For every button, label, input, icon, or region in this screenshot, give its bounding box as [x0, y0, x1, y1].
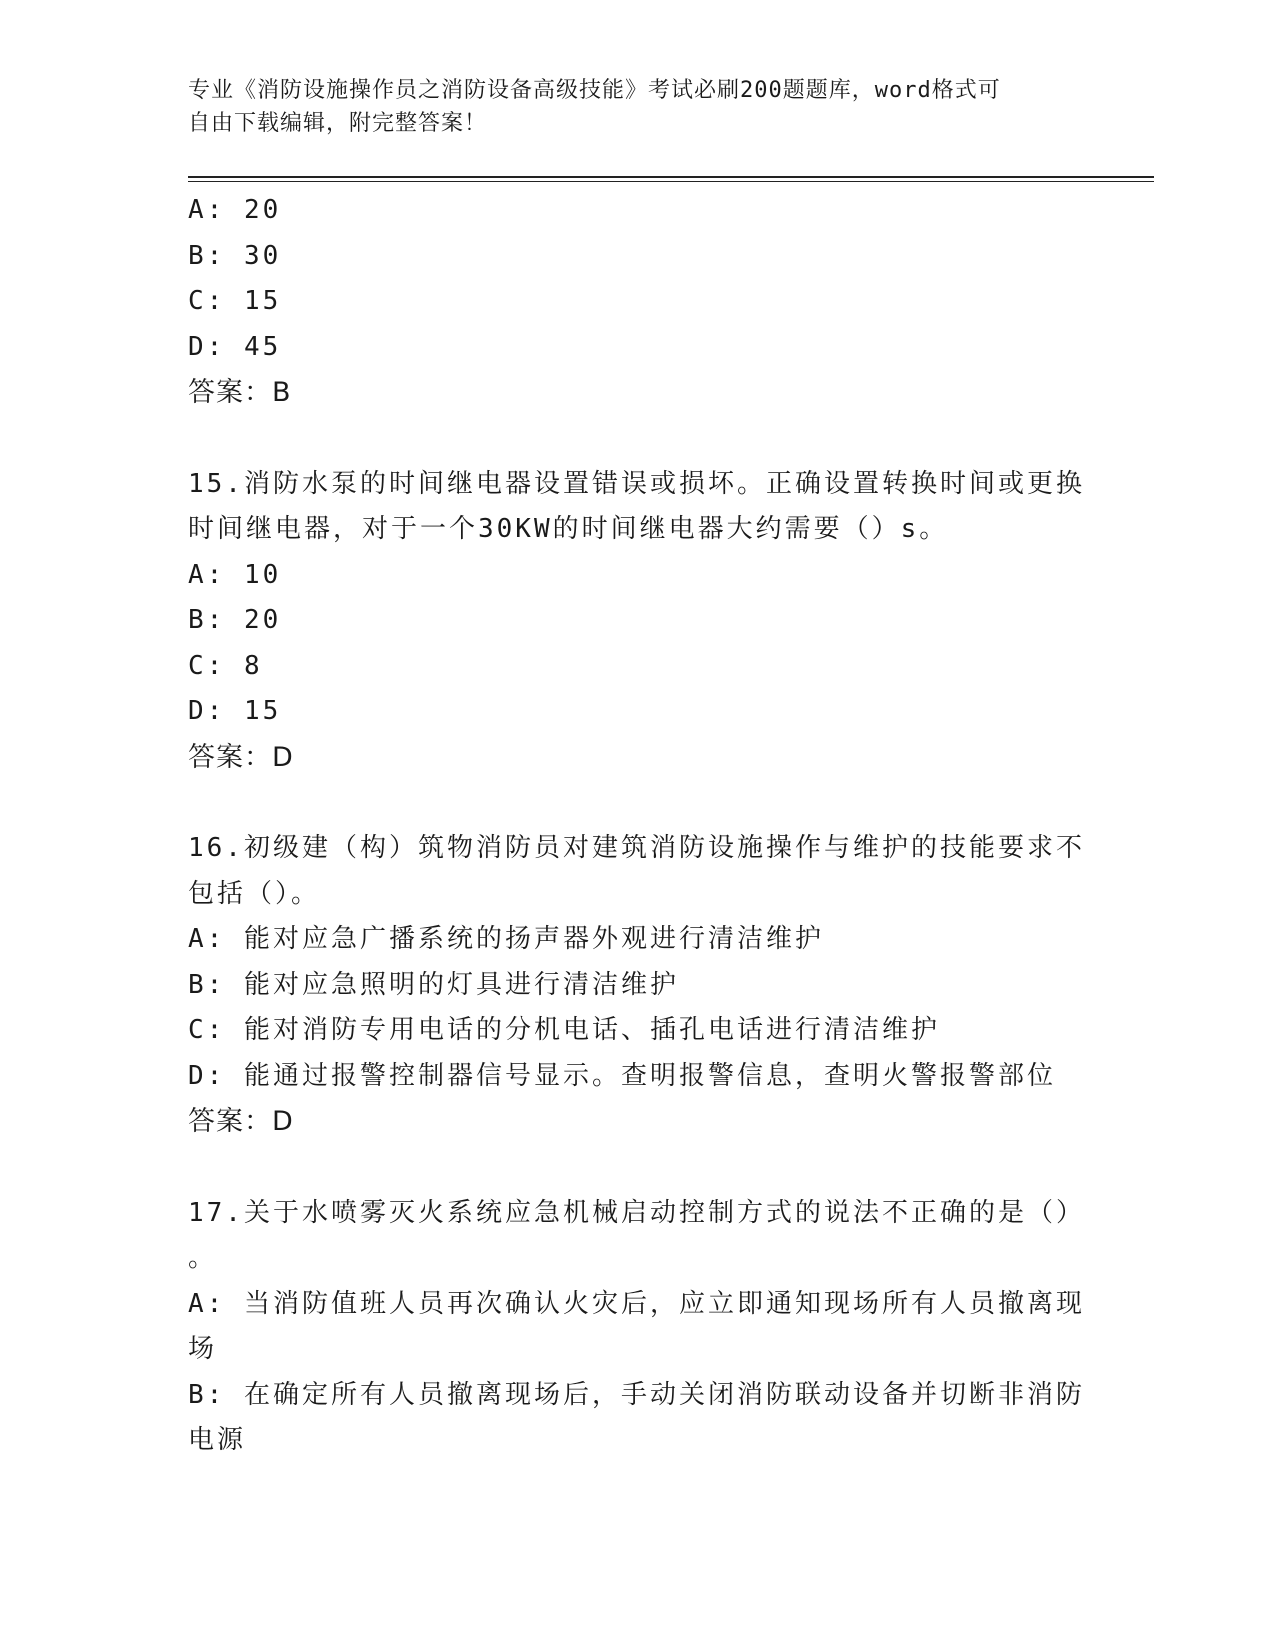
spacer [188, 780, 1088, 826]
q15-stem-line-1: 15.消防水泵的时间继电器设置错误或损坏。正确设置转换时间或更换 [188, 468, 1085, 499]
q16-option-c: C: 能对消防专用电话的分机电话、插孔电话进行清洁维护 [188, 1015, 940, 1045]
question-15-block [188, 462, 1088, 781]
q16-option-d: D: 能通过报警控制器信号显示。查明报警信息，查明火警报警部位 [188, 1060, 1056, 1091]
q16-option-a: A: 能对应急广播系统的扬声器外观进行清洁维护 [188, 924, 824, 954]
q14-option-d: D: 45 [188, 331, 282, 362]
q16-answer: 答案：D [188, 1106, 294, 1137]
q17-stem-line-2: 。 [188, 1243, 218, 1273]
q15-option-c: C: 8 [188, 650, 263, 681]
header-line-1: 专业《消防设施操作员之消防设备高级技能》考试必刷200题题库，word格式可 [188, 78, 1001, 103]
q17-option-b-line-2: 电源 [188, 1425, 247, 1455]
header-divider [188, 176, 1154, 178]
q14-option-b: B: 30 [188, 240, 282, 271]
page-header [188, 74, 1088, 140]
q15-stem-line-2: 时间继电器，对于一个30KW的时间继电器大约需要（）s。 [188, 514, 949, 544]
q15-option-a: A: 10 [188, 559, 282, 590]
question-14-block [188, 188, 1088, 416]
header-divider-thin [188, 181, 1154, 182]
q15-option-b: B: 20 [188, 605, 282, 635]
question-17-block [188, 1191, 1088, 1464]
q16-stem-line-1: 16.初级建（构）筑物消防员对建筑消防设施操作与维护的技能要求不 [188, 833, 1085, 863]
q16-stem-line-2: 包括（）。 [188, 878, 321, 909]
q15-option-d: D: 15 [188, 696, 282, 726]
q17-stem-line-1: 17.关于水喷雾灭火系统应急机械启动控制方式的说法不正确的是（） [188, 1197, 1085, 1228]
spacer [188, 416, 1088, 462]
q14-option-c: C: 15 [188, 286, 282, 316]
q14-option-a: A: 20 [188, 195, 282, 225]
question-16-block [188, 826, 1088, 1145]
q16-option-b: B: 能对应急照明的灯具进行清洁维护 [188, 969, 679, 1000]
q17-option-b-line-1: B: 在确定所有人员撤离现场后，手动关闭消防联动设备并切断非消防 [188, 1379, 1085, 1410]
spacer [188, 1145, 1088, 1191]
q14-answer: 答案：B [188, 377, 292, 408]
q15-answer: 答案：D [188, 741, 294, 773]
document-body [188, 188, 1088, 1464]
header-line-2: 自由下载编辑，附完整答案！ [188, 111, 488, 136]
q17-option-a-line-1: A: 当消防值班人员再次确认火灾后，应立即通知现场所有人员撤离现 [188, 1288, 1085, 1319]
q17-option-a-line-2: 场 [188, 1334, 218, 1364]
